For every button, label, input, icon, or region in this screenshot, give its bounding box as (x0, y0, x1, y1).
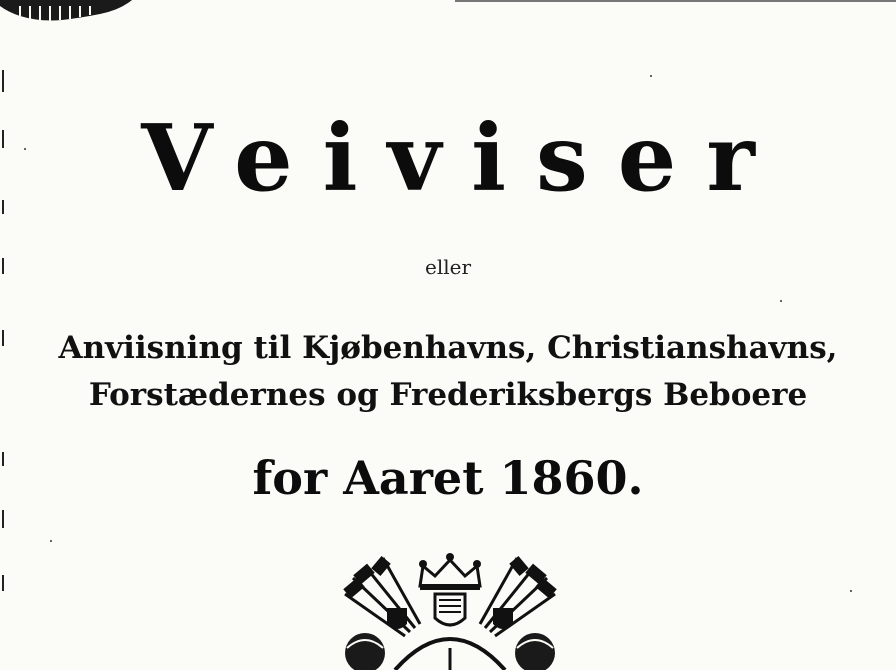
edge-mark (2, 575, 4, 591)
edge-mark (2, 510, 4, 528)
speck (780, 300, 782, 302)
speck (850, 590, 852, 592)
subtitle-line-1: Anviisning til Kjøbenhavns, Christianshavns, (58, 330, 838, 366)
corner-ornament-icon (0, 0, 140, 28)
edge-mark (2, 70, 4, 92)
document-title: Veiviser (141, 104, 785, 212)
coat-of-arms-emblem-icon (325, 548, 575, 670)
speck (50, 540, 52, 542)
year-line: for Aaret 1860. (252, 451, 644, 505)
crown-icon (419, 553, 481, 590)
subtitle-line-2: Forstædernes og Frederiksbergs Beboere (88, 377, 808, 413)
speck (650, 75, 652, 77)
top-rule (455, 0, 896, 2)
connector-word: eller (424, 255, 472, 279)
